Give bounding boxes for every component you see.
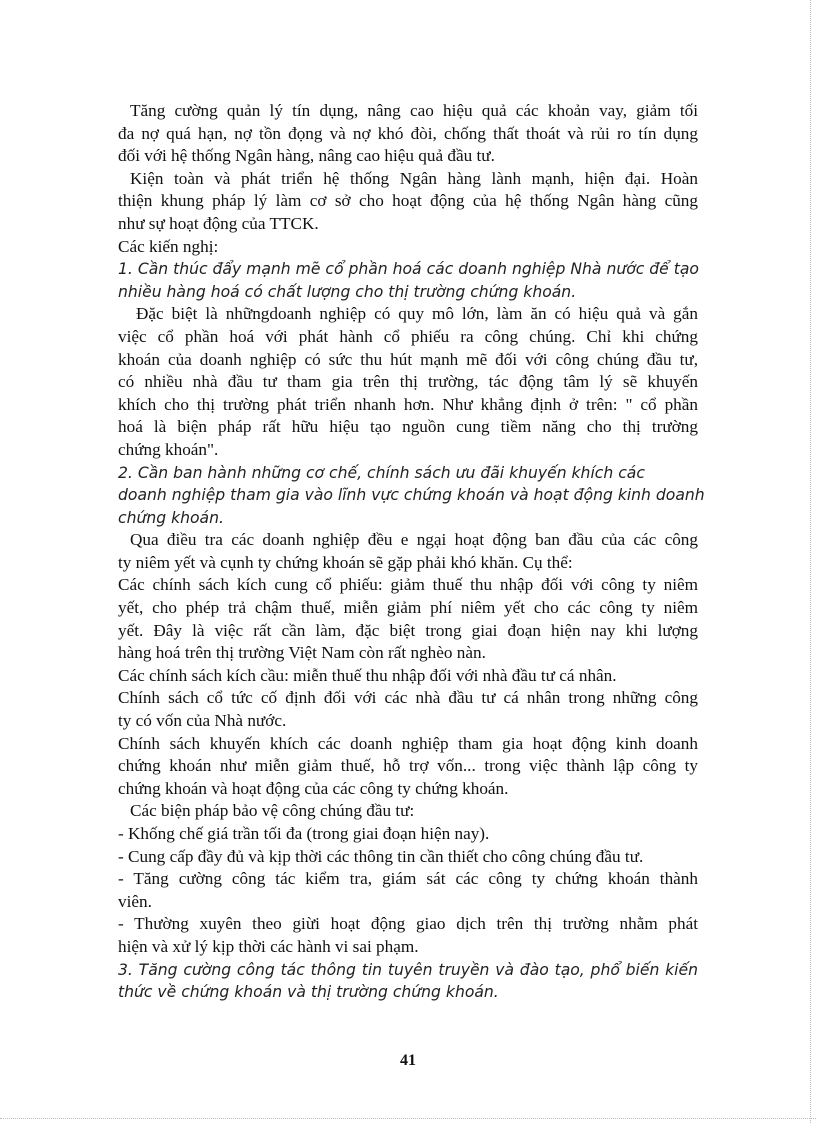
page-number: 41	[400, 1052, 416, 1069]
bullet-line: viên.	[118, 891, 152, 911]
text-line: Đặc biệt là nhữngdoanh nghiệp có quy mô lớn, làm ăn có hiệu quả và gắn	[136, 304, 698, 324]
text-line: Chính sách cổ tức cố định đối với các nhà đầu tư cá nhân trong những công	[118, 688, 698, 708]
text-line: khích cho thị trường phát triển nhanh hơn. Như khẳng định ở trên: " cổ phần	[118, 394, 698, 414]
body-text	[118, 100, 705, 1004]
text-line: yết. Đây là việc rất cần làm, đặc biệt trong giai đoạn hiện nay khi lượng	[118, 620, 698, 640]
section-heading-line: thức về chứng khoán và thị trường chứng khoán.	[118, 983, 499, 1002]
section-heading-line: 3. Tăng cường công tác thông tin tuyên truyền và đào tạo, phổ biến kiến	[118, 960, 698, 979]
text-line: đa nợ quá hạn, nợ tồn đọng và nợ khó đòi, chống thất thoát và rủi ro tín dụng	[118, 123, 698, 143]
text-line: Chính sách khuyến khích các doanh nghiệp tham gia hoạt động kinh doanh	[118, 733, 698, 753]
section-heading-line: 1. Cần thúc đẩy mạnh mẽ cổ phần hoá các doanh nghiệp Nhà nước để tạo	[118, 260, 699, 279]
text-line: chứng khoán và hoạt động của các công ty chứng khoán.	[118, 778, 509, 798]
page-border-right	[810, 0, 811, 1123]
bullet-line: - Thường xuyên theo giừi hoạt động giao dịch trên thị trường nhằm phát	[118, 914, 698, 934]
text-line: có nhiều nhà đầu tư tham gia trên thị trường, tác động tâm lý sẽ khuyến	[118, 372, 698, 392]
text-line: Các biện pháp bảo vệ công chúng đầu tư:	[130, 801, 415, 821]
text-line: ty có vốn của Nhà nước.	[118, 711, 287, 731]
text-line: Tăng cường quản lý tín dụng, nâng cao hiệu quả các khoản vay, giảm tối	[130, 101, 698, 120]
section-heading-line: 2. Cần ban hành những cơ chế, chính sách ưu đãi khuyến khích các	[118, 463, 645, 482]
section-heading-line: doanh nghiệp tham gia vào lĩnh vực chứng khoán và hoạt động kinh doanh	[118, 486, 705, 505]
section-heading-line: nhiều hàng hoá có chất lượng cho thị trường chứng khoán.	[118, 282, 577, 301]
text-line: chứng khoán".	[118, 439, 219, 459]
text-line: việc cổ phần hoá với phát hành cổ phiếu ra công chúng. Chỉ khi chứng	[118, 326, 698, 346]
text-line: hàng hoá trên thị trường Việt Nam còn rất nghèo nàn.	[118, 643, 486, 663]
bullet-line: - Khống chế giá trần tối đa (trong giai đoạn hiện nay).	[118, 824, 490, 843]
text-line: hoá là biện pháp rất hữu hiệu tạo nguồn cung tiềm năng cho thị trường	[118, 417, 698, 437]
bullet-line: hiện và xử lý kịp thời các hành vi sai phạm.	[118, 936, 419, 956]
text-line: như sự hoạt động của TTCK.	[118, 213, 319, 233]
text-line: Qua điều tra các doanh nghiệp đều e ngại hoạt động ban đầu của các công	[130, 530, 698, 550]
text-line: Các kiến nghị:	[118, 236, 219, 256]
section-heading-line: chứng khoán.	[118, 508, 224, 527]
text-line: yết, cho phép trả chậm thuế, miễn giảm phí niêm yết cho các công ty niêm	[118, 598, 698, 618]
text-line: Các chính sách kích cầu: miễn thuế thu nhập đối với nhà đầu tư cá nhân.	[118, 665, 617, 685]
text-line: đối với hệ thống Ngân hàng, nâng cao hiệu quả đầu tư.	[118, 146, 495, 166]
text-line: Kiện toàn và phát triển hệ thống Ngân hàng lành mạnh, hiện đại. Hoàn	[130, 168, 698, 188]
bullet-line: - Cung cấp đầy đủ và kịp thời các thông tin cần thiết cho công chúng đầu tư.	[118, 846, 644, 866]
text-line: khoán của doanh nghiệp có sức thu hút mạnh mẽ đối với công chúng đầu tư,	[118, 349, 698, 369]
bullet-line: - Tăng cường công tác kiểm tra, giám sát các công ty chứng khoán thành	[118, 869, 698, 889]
text-line: chứng khoán như miễn giảm thuế, hỗ trợ vốn... trong việc thành lập công ty	[118, 756, 698, 776]
page-border-bottom	[0, 1118, 816, 1119]
text-line: thiện khung pháp lý làm cơ sở cho hoạt động của hệ thống Ngân hàng cũng	[118, 191, 698, 211]
text-line: ty niêm yết và cụnh ty chứng khoán sẽ gặp phải khó khăn. Cụ thể:	[118, 552, 573, 572]
text-line: Các chính sách kích cung cổ phiếu: giảm thuế thu nhập đối với công ty niêm	[118, 575, 698, 595]
